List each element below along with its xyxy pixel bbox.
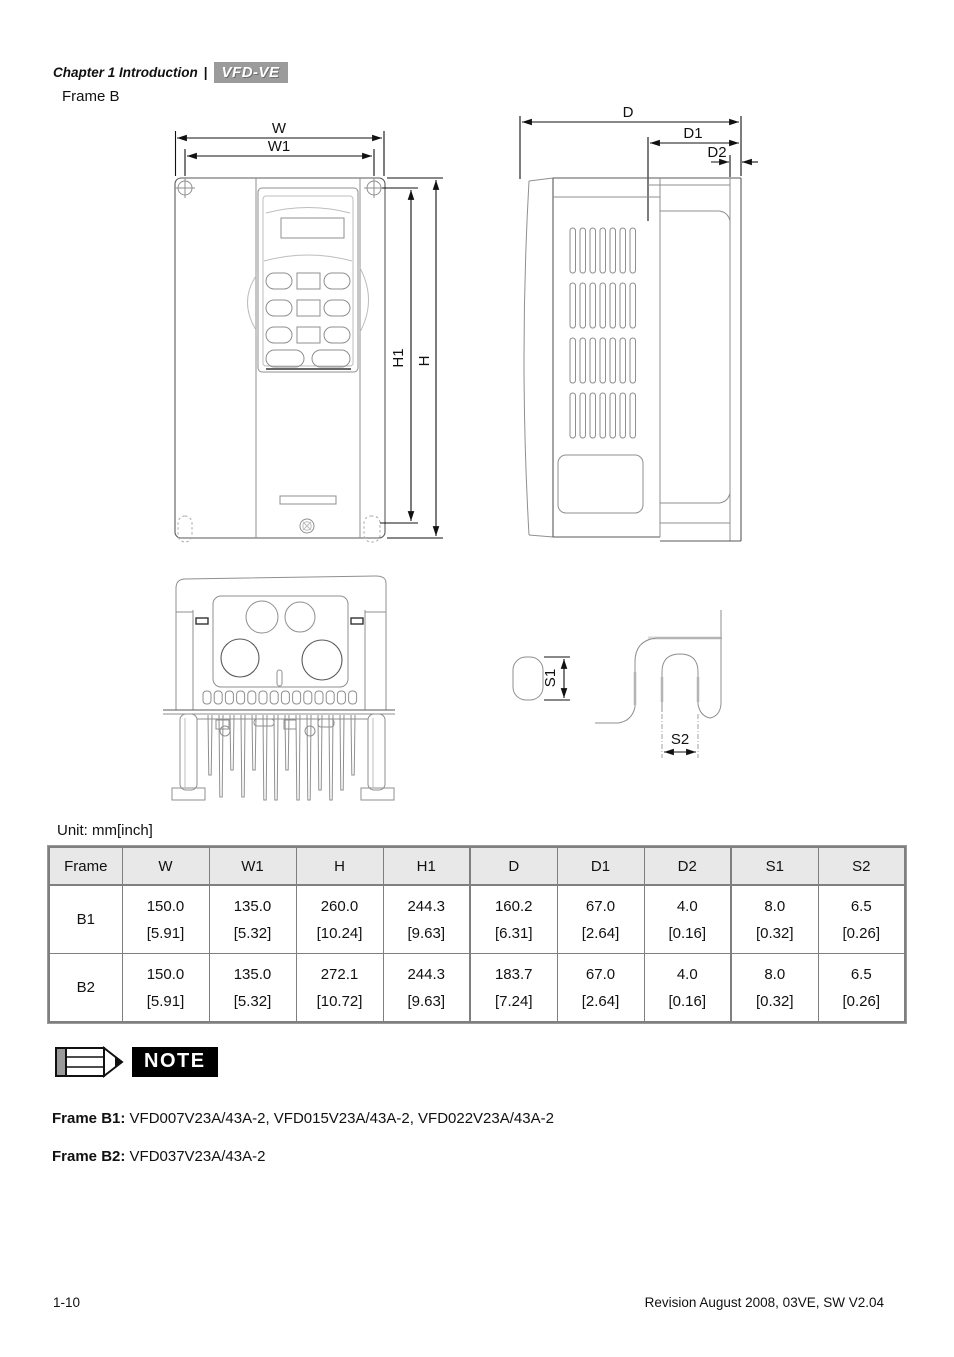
frame-cell: B1: [49, 885, 122, 954]
side-view-drawing: [505, 103, 760, 548]
col-header-h1: H1: [383, 847, 470, 885]
conduit-plate: [213, 596, 348, 687]
mounting-posts: [172, 714, 394, 800]
table-row-b2: [49, 954, 905, 1023]
side-access-panel: [558, 455, 643, 513]
frame-cell: B2: [49, 954, 122, 1023]
bottom-slot: [280, 496, 336, 504]
value-cell: 272.1 [10.72]: [296, 954, 383, 1023]
s2-keyhole-shape: [595, 610, 722, 723]
value-cell: 8.0 [0.32]: [731, 885, 818, 954]
bottom-view-drawing: [158, 562, 398, 807]
page-number: 1-10: [53, 1295, 81, 1310]
col-header-frame: Frame: [49, 847, 122, 885]
value-cell: 4.0 [0.16]: [644, 885, 731, 954]
note-frame-b2: Frame B2: VFD037V23A/43A-2: [52, 1148, 266, 1165]
value-cell: 244.3 [9.63]: [383, 885, 470, 954]
chapter-title: Chapter 1 Introduction: [53, 65, 198, 80]
mounting-hole-top-left: [175, 178, 195, 198]
frame-heading: Frame B: [62, 88, 120, 105]
mounting-hole-details-drawing: [498, 592, 763, 772]
keypad-display: [281, 218, 344, 238]
value-cell: 67.0 [2.64]: [557, 885, 644, 954]
dim-label-h1: H1: [390, 348, 407, 368]
heatsink-pins: [208, 715, 355, 800]
vent-slots: [570, 228, 636, 438]
bottom-vent-slots: [203, 691, 357, 704]
value-cell: 150.0 [5.91]: [122, 954, 209, 1023]
value-cell: 160.2 [6.31]: [470, 885, 557, 954]
dim-label-d1: D1: [683, 125, 703, 142]
col-header-w: W: [122, 847, 209, 885]
unit-label: Unit: mm[inch]: [57, 822, 153, 839]
title-separator: |: [203, 65, 208, 80]
dim-label-s2: S2: [670, 731, 690, 748]
col-header-s1: S1: [731, 847, 818, 885]
s1-slot-shape: [513, 657, 543, 700]
col-header-d: D: [470, 847, 557, 885]
dim-label-d: D: [622, 104, 634, 121]
value-cell: 6.5 [0.26]: [818, 954, 905, 1023]
note-badge: NOTE: [132, 1047, 218, 1077]
revision-text: Revision August 2008, 03VE, SW V2.04: [644, 1295, 884, 1310]
dim-label-s1: S1: [542, 668, 559, 688]
col-header-s2: S2: [818, 847, 905, 885]
value-cell: 135.0 [5.32]: [209, 954, 296, 1023]
value-cell: 260.0 [10.24]: [296, 885, 383, 954]
note-block: [52, 1042, 218, 1082]
value-cell: 150.0 [5.91]: [122, 885, 209, 954]
front-view-drawing: [166, 118, 456, 550]
page-header: [53, 62, 288, 83]
value-cell: 183.7 [7.24]: [470, 954, 557, 1023]
note-frame-b1: Frame B1: VFD007V23A/43A-2, VFD015V23A/43A-2, VFD022V23A/43A-2: [52, 1110, 554, 1127]
dim-label-h: H: [416, 355, 433, 367]
value-cell: 135.0 [5.32]: [209, 885, 296, 954]
mounting-hole-top-right: [364, 178, 384, 198]
value-cell: 4.0 [0.16]: [644, 954, 731, 1023]
dim-label-d2: D2: [707, 144, 727, 161]
value-cell: 8.0 [0.32]: [731, 954, 818, 1023]
dimensions-table: [48, 846, 906, 1023]
col-header-w1: W1: [209, 847, 296, 885]
brand-logo: VFD-VE: [214, 62, 288, 83]
value-cell: 6.5 [0.26]: [818, 885, 905, 954]
dim-label-w: W: [271, 120, 287, 137]
screw: [300, 519, 314, 533]
value-cell: 244.3 [9.63]: [383, 954, 470, 1023]
col-header-d1: D1: [557, 847, 644, 885]
col-header-h: H: [296, 847, 383, 885]
col-header-d2: D2: [644, 847, 731, 885]
keypad: [248, 188, 369, 372]
pencil-icon: [52, 1042, 126, 1082]
value-cell: 67.0 [2.64]: [557, 954, 644, 1023]
dim-label-w1: W1: [267, 138, 291, 155]
table-row-b1: [49, 885, 905, 954]
table-header-row: [49, 847, 905, 885]
